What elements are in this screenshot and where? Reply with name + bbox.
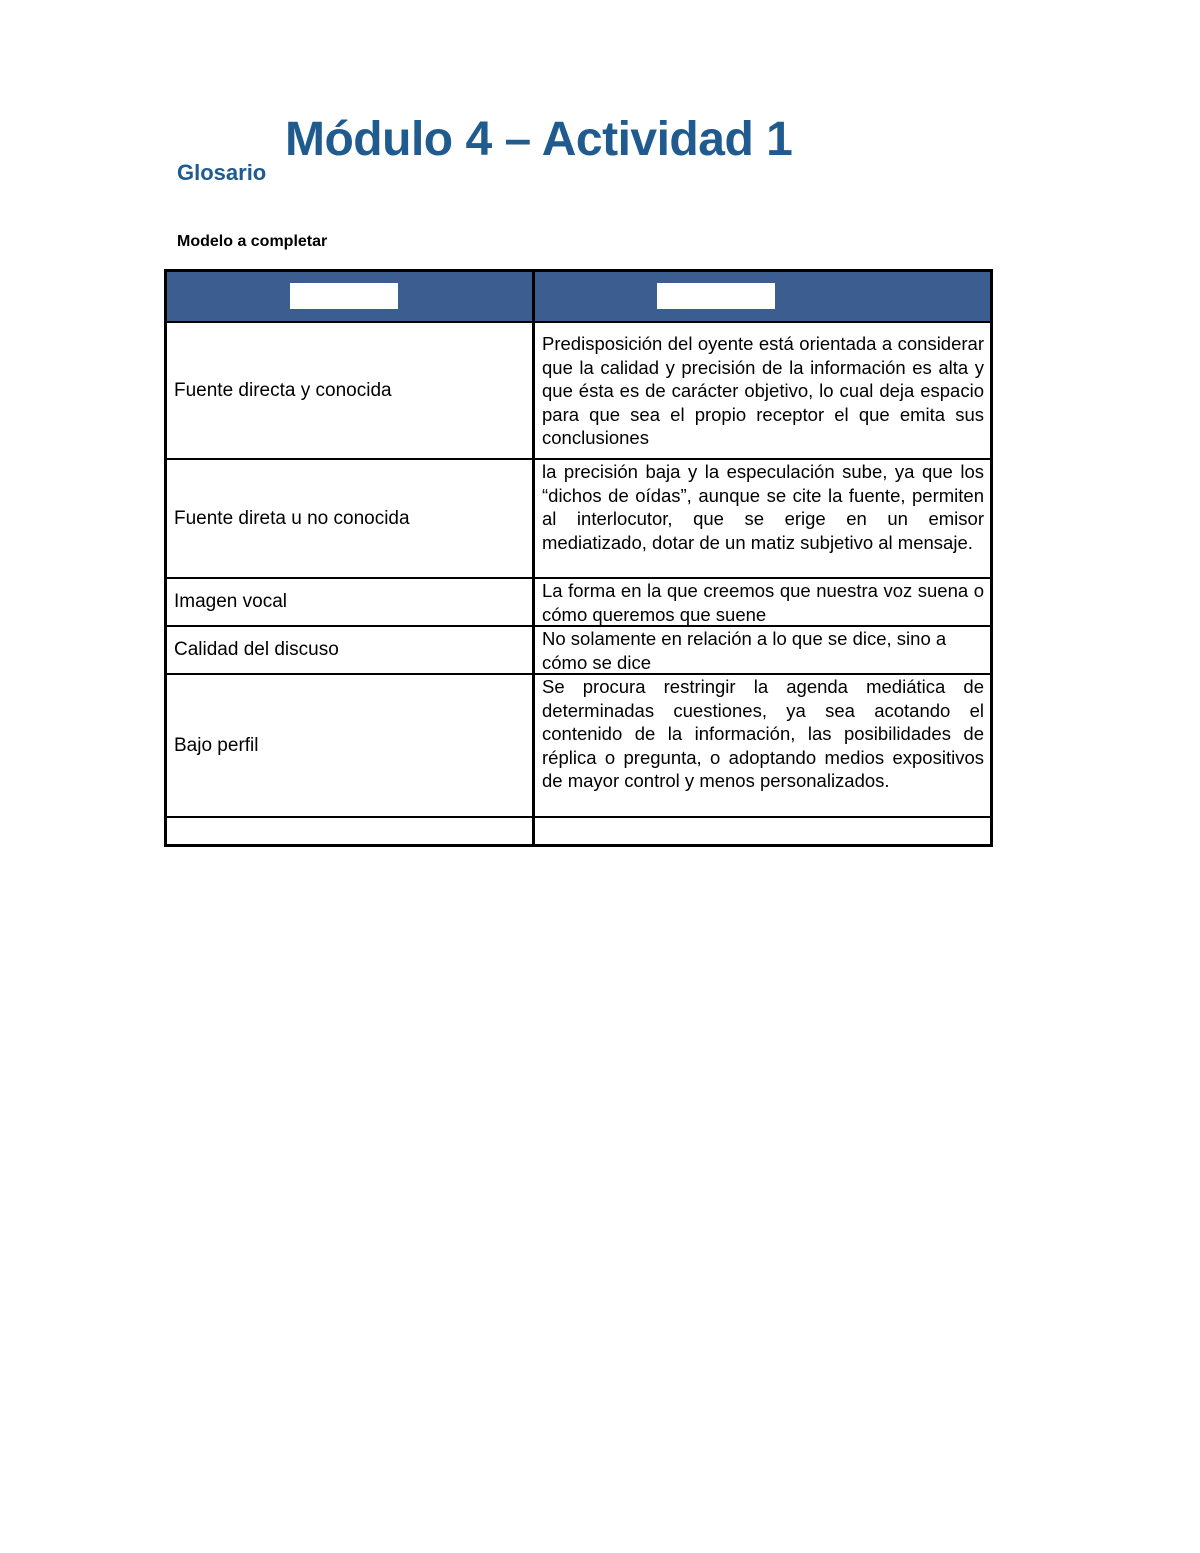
page-title: Módulo 4 – Actividad 1 [285,113,793,166]
table-row-term: Fuente direta u no conocida [174,507,410,529]
table-border [164,269,993,847]
table-row-definition: Se procura restringir la agenda mediática de determinadas cuestiones, ya sea acotando el contenido de la información, las posibilidades de réplica o pregunta, o adoptando medios expositivos de mayor control y menos personalizados. [542,676,984,791]
table-row-term: Fuente directa y conocida [174,379,392,401]
page-subtitle: Glosario [177,160,267,185]
table-row-term: Bajo perfil [174,734,259,756]
table-row-definition: La forma en la que creemos que nuestra voz suena o cómo queremos que suene [542,580,984,625]
table-row-definition: la precisión baja y la especulación sube, ya que los “dichos de oídas”, aunque se cite la fuente, permiten al interlocutor, que se erige en un emisor mediatizado, dotar de un matiz subjetivo al mensaje. [542,461,984,553]
table-row-term: Imagen vocal [174,591,288,612]
table-caption: Modelo a completar [177,233,328,250]
table-row-definition: No solamente en relación a lo que se dice, sino a cómo se dice [542,628,947,673]
table-row-definition: Predisposición del oyente está orientada a considerar que la calidad y precisión de la información es alta y que ésta es de carácter objetivo, lo cual deja espacio para que sea el propio receptor el que emita sus conclusiones [542,333,984,448]
table-row-term: Calidad del discuso [174,639,339,660]
